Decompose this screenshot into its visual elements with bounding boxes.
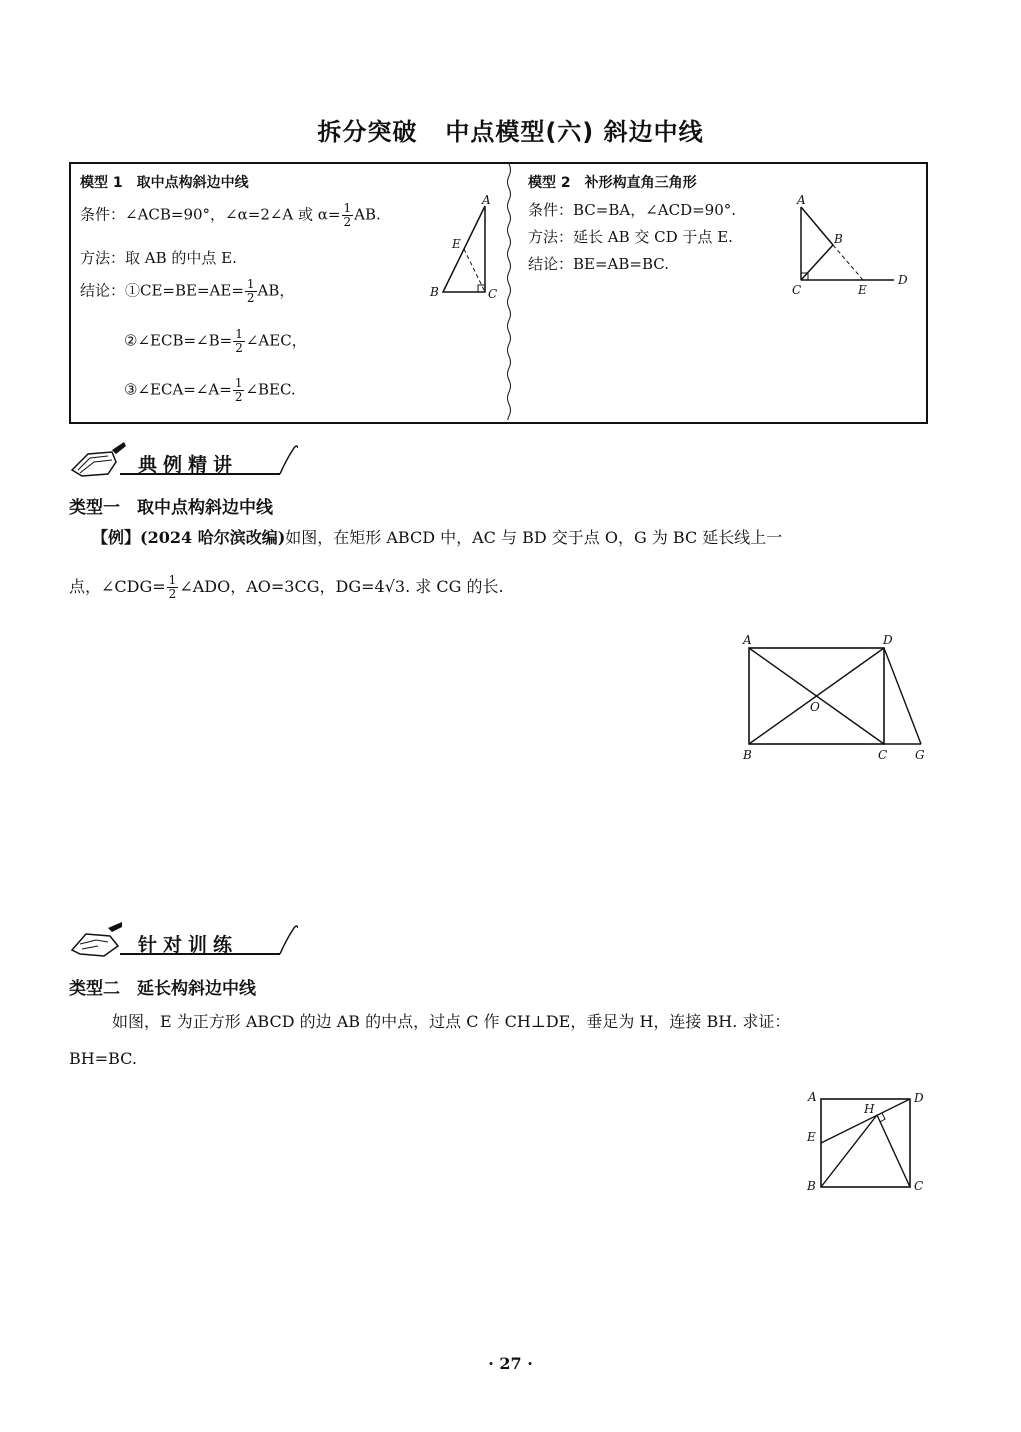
banner-swirl	[280, 926, 298, 954]
label-c: C	[792, 283, 802, 297]
model1-conclusion-2	[124, 328, 307, 355]
exercise-figure	[800, 1085, 940, 1205]
type2-heading: 类型二 延长构斜边中线	[69, 979, 256, 999]
label-d: D	[898, 273, 908, 287]
label-b: B	[834, 232, 843, 246]
label-e: E	[452, 237, 461, 251]
concl2-pre: ②∠ECB=∠B=	[124, 331, 233, 350]
pen-icon	[108, 922, 122, 932]
label-h: H	[864, 1102, 875, 1116]
half-fraction	[233, 377, 245, 404]
example-source: (2024 哈尔滨改编)	[140, 528, 286, 547]
frac-den: 2	[246, 291, 255, 305]
frac-den: 2	[168, 587, 177, 601]
frac-num: 1	[235, 327, 243, 341]
label-c: C	[488, 287, 498, 301]
model2-conclusion: 结论：BE=AB=BC.	[528, 255, 669, 273]
type1-heading: 类型一 取中点构斜边中线	[69, 498, 273, 518]
book-icon	[72, 452, 116, 476]
example-figure	[738, 628, 938, 768]
model2-method: 方法：延长 AB 交 CD 于点 E.	[528, 228, 733, 246]
right-angle-mark	[478, 285, 485, 292]
pen-icon	[112, 442, 126, 454]
model1-figure	[425, 192, 505, 304]
exercise-line1: 如图，E 为正方形 ABCD 的边 AB 的中点，过点 C 作 CH⊥DE，垂足为 H，连接 BH. 求证：	[112, 1012, 791, 1031]
label-c: C	[914, 1179, 924, 1193]
example-text2-post: ∠ADO，AO=3CG，DG=4√3. 求 CG 的长.	[179, 577, 504, 596]
frac-num: 1	[234, 376, 243, 390]
label-a: A	[743, 633, 752, 647]
label-b: B	[430, 285, 439, 299]
page-number: · 27 ·	[488, 1354, 533, 1373]
half-fraction	[342, 202, 354, 229]
model2-condition: 条件：BC=BA，∠ACD=90°.	[528, 201, 737, 219]
frac-num: 1	[343, 201, 352, 215]
model1-cond-post: AB.	[354, 205, 381, 224]
concl3-post: ∠BEC.	[245, 380, 296, 399]
example-text2-pre: 点，∠CDG=	[69, 577, 166, 596]
example-line1	[92, 520, 932, 556]
frac-num: 1	[168, 573, 177, 587]
median-ce	[464, 249, 485, 292]
segment-bh	[821, 1115, 877, 1187]
line-ab	[801, 207, 833, 245]
section2-title: 针对训练	[138, 934, 239, 956]
example-text1: 如图，在矩形 ABCD 中，AC 与 BD 交于点 O，G 为 BC 延长线上一	[285, 528, 783, 547]
frac-num: 1	[246, 277, 255, 291]
model2-figure	[788, 192, 918, 300]
model1-conclusion-1	[80, 278, 294, 305]
banner-swirl	[280, 446, 298, 474]
title-part2: 中点模型(六) 斜边中线	[445, 118, 704, 146]
page-title	[0, 112, 1021, 147]
extension-be	[833, 245, 863, 280]
half-fraction	[233, 328, 245, 355]
label-b: B	[743, 748, 752, 762]
label-o: O	[810, 700, 820, 714]
frac-den: 2	[234, 390, 243, 404]
model1-cond-pre: 条件：∠ACB=90°，∠α=2∠A 或 α=	[80, 205, 341, 224]
concl1-pre: 结论：①CE=BE=AE=	[80, 281, 244, 300]
label-e: E	[858, 283, 867, 297]
label-a: A	[808, 1090, 817, 1104]
concl3-pre: ③∠ECA=∠A=	[124, 380, 232, 399]
segment-ch	[877, 1115, 910, 1187]
label-b: B	[807, 1179, 816, 1193]
model1-method: 方法：取 AB 的中点 E.	[80, 249, 237, 267]
frac-den: 2	[343, 215, 352, 229]
section1-title: 典例精讲	[138, 454, 239, 476]
label-e: E	[807, 1130, 816, 1144]
concl1-post: AB，	[257, 281, 295, 300]
line-bc	[801, 245, 833, 280]
label-c: C	[878, 748, 888, 762]
model1-conclusion-3	[124, 377, 296, 404]
half-fraction	[245, 278, 257, 305]
label-g: G	[915, 748, 925, 762]
label-a: A	[482, 193, 491, 207]
model1-condition	[80, 202, 381, 229]
right-angle-mark	[880, 1113, 885, 1122]
wavy-divider	[506, 164, 512, 420]
writing-hand-icon	[72, 934, 118, 956]
example-line2	[69, 569, 504, 605]
model2-label: 模型 2 补形构直角三角形	[528, 175, 697, 191]
model1-label: 模型 1 取中点构斜边中线	[80, 175, 249, 191]
label-d: D	[914, 1091, 924, 1105]
concl2-post: ∠AEC，	[245, 331, 307, 350]
label-a: A	[797, 193, 806, 207]
exercise-line2: BH=BC.	[69, 1049, 137, 1068]
label-d: D	[883, 633, 893, 647]
title-part1: 拆分突破	[317, 118, 418, 146]
example-tag: 【例】	[92, 528, 141, 547]
frac-den: 2	[235, 341, 243, 355]
half-fraction	[167, 574, 179, 601]
segment-dg	[884, 648, 921, 744]
